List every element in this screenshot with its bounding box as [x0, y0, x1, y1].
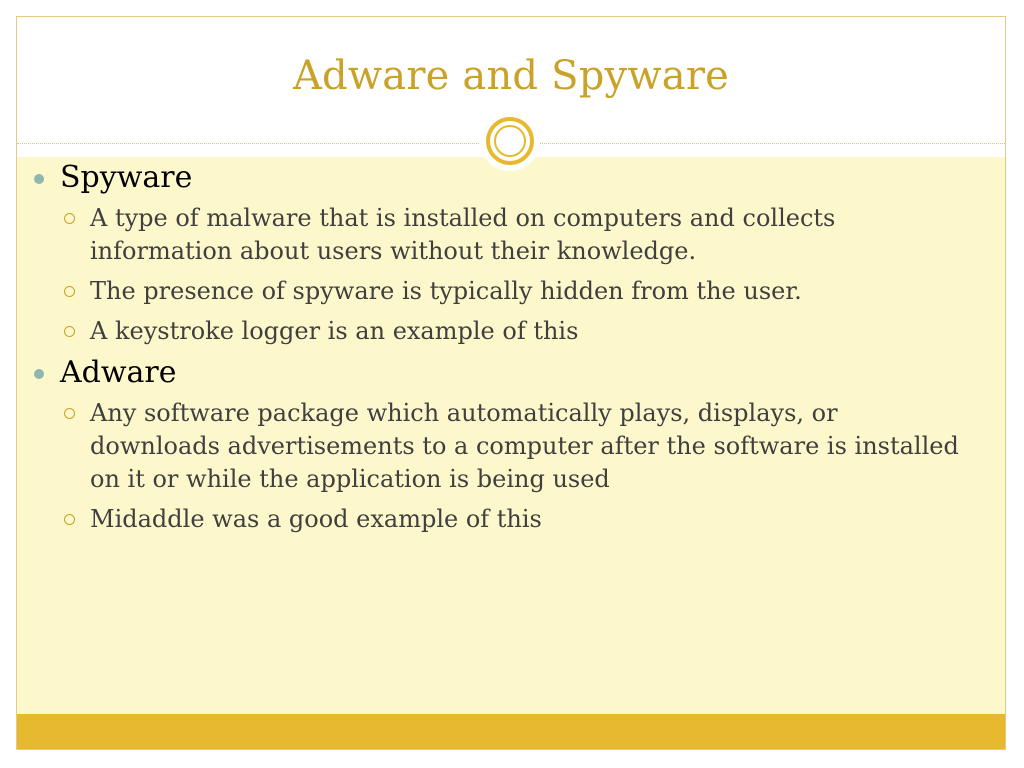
- bullet-circle-icon: [64, 286, 75, 297]
- slide-title: Adware and Spyware: [292, 53, 730, 99]
- bullet-heading: Spyware: [60, 160, 193, 195]
- bullet-circle-icon: [64, 213, 75, 224]
- bullet-dot-icon: [34, 369, 44, 379]
- slide-body: [30, 156, 975, 543]
- bullet-circle-icon: [64, 326, 75, 337]
- sub-bullet: [30, 275, 975, 308]
- sub-bullet: [30, 315, 975, 348]
- sub-bullet-text: A keystroke logger is an example of this: [90, 317, 579, 345]
- sub-bullet: [30, 503, 975, 536]
- sub-bullet: [30, 202, 975, 268]
- bullet-circle-icon: [64, 514, 75, 525]
- bullet-spyware: [30, 160, 975, 196]
- bottom-accent-bar: [17, 714, 1005, 749]
- sub-bullet-text: Midaddle was a good example of this: [90, 505, 542, 533]
- bullet-adware: [30, 355, 975, 391]
- sub-bullet-text: The presence of spyware is typically hidden from the user.: [90, 277, 802, 305]
- bullet-dot-icon: [34, 174, 44, 184]
- sub-bullet-text: A type of malware that is installed on computers and collects information about users without their knowledge.: [90, 204, 836, 265]
- ornament-inner-ring: [494, 125, 526, 157]
- bullet-heading: Adware: [60, 355, 177, 390]
- sub-bullet-text: Any software package which automatically plays, displays, or downloads advertisements to a computer after the software is installed on it or while the application is being used: [90, 399, 959, 493]
- sub-bullet: [30, 397, 975, 496]
- bullet-circle-icon: [64, 408, 75, 419]
